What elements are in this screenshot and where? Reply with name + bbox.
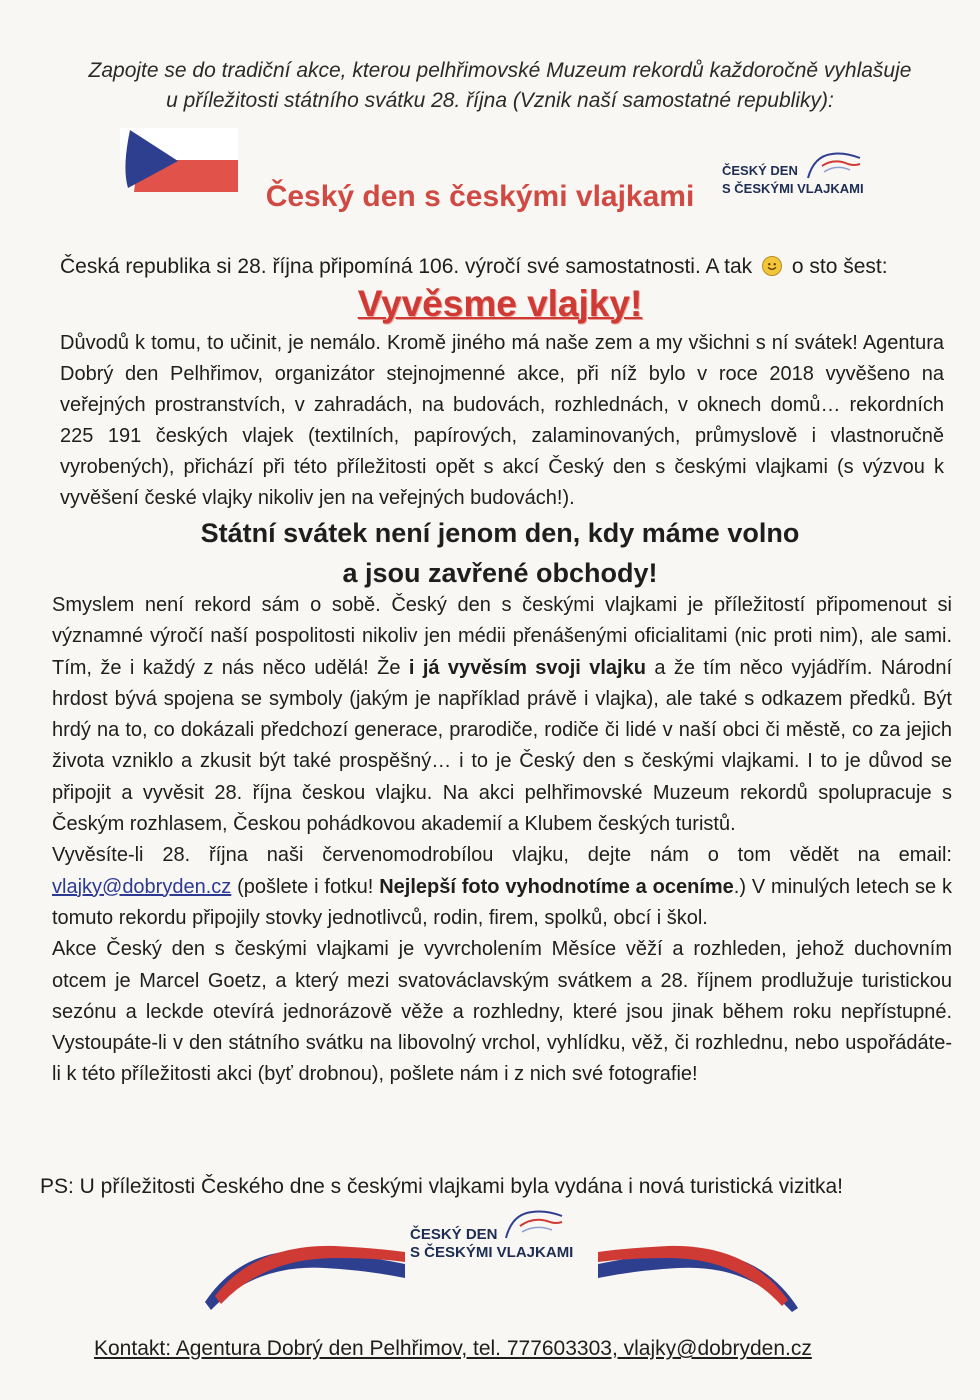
- contact-line: Kontakt: Agentura Dobrý den Pelhřimov, tel. 777603303, vlajky@dobryden.cz: [94, 1337, 812, 1360]
- event-logo-top: [722, 162, 892, 214]
- flag-ribbon-left-icon: [205, 1222, 405, 1312]
- anniversary-text: Česká republika si 28. října připomíná 106. výročí své samostatnosti. A tak: [60, 255, 753, 278]
- logo-line-1: ČESKÝ DEN: [722, 163, 798, 178]
- paragraph-1: Důvodů k tomu, to učinit, je nemálo. Kromě jiného má naše zem a my všichni s ní svátek! Agentura Dobrý den Pelhřimov, organizátor stejnojmenné akce, při níž bylo v roce 2018 vyvěšeno na veřejných prostranstvích, v zahradách, na budovách, rozhlednách, v oknech domů… rekordních 225 191 českých vlajek (textilních, papírových, zalaminovaných, průmyslově i vlastnoručně vyrobených), přichází při této příležitosti opět s akcí Český den s českými vlajkami (s výzvou k vyvěšení české vlajky nikoliv jen na veřejných budovách!).: [60, 332, 944, 509]
- paragraph-3-part-1: Vyvěsíte-li 28. října naši červenomodrobílou vlajku, dejte nám o tom vědět na email:: [52, 844, 952, 867]
- logo-line-2: S ČESKÝMI VLAJKAMI: [722, 181, 864, 196]
- paragraph-3-part-2: (pošlete i fotku!: [237, 875, 374, 898]
- intro-line-1: Zapojte se do tradiční akce, kterou pelhřimovské Muzeum rekordů každoročně vyhlašuje: [88, 59, 912, 82]
- flag-wave-icon: [804, 148, 864, 182]
- paragraph-3: [52, 840, 952, 934]
- paragraph-3-bold: Nejlepší foto vyhodnotíme a oceníme: [379, 875, 734, 898]
- czech-flag-icon: [120, 128, 238, 192]
- postscript: PS: U příležitosti Českého dne s českými vlajkami byla vydána i nová turistická vizitka!: [40, 1175, 843, 1198]
- anniversary-text-end: o sto šest:: [791, 255, 888, 278]
- paragraph-2-part-2: a že tím něco vyjádřím. Národní hrdost bývá spojena se symboly (jakým je například právě i vlajka), ale také s odkazem předků. Být hrdý na to, co dokázali předchozí generace, prarodiče, rodiče či lidé v naší obci či městě, co za jejich života vzniklo a zkusit být také prospěšný… i to je Český den s českými vlajkami. I to je důvod se připojit a vyvěsit 28. října českou vlajku. Na akci pelhřimovské Muzeum rekordů spolupracuje s Českým rozhlasem, Českou pohádkovou akademií a Klubem českých turistů.: [52, 656, 953, 836]
- paragraph-2: [52, 590, 952, 840]
- logo-bottom-line-2: S ČESKÝMI VLAJKAMI: [410, 1244, 574, 1261]
- email-link[interactable]: vlajky@dobryden.cz: [52, 875, 232, 898]
- flag-wave-icon-bottom: [502, 1206, 566, 1242]
- flag-ribbon-right-icon: [598, 1222, 798, 1312]
- headline: Vyvěsme vlajky!: [357, 283, 643, 324]
- subheading-line-1: Státní svátek není jenom den, kdy máme volno: [200, 518, 800, 548]
- paragraph-2-bold: i já vyvěsím svoji vlajku: [408, 656, 646, 679]
- body-text: [52, 590, 952, 1091]
- paragraph-3-part-3: .) V minulých letech se k tomuto rekordu připojily stovky jednotlivců, rodin, firem, spolků, obcí i škol.: [52, 875, 953, 929]
- paragraph-2-part-1: Smyslem není rekord sám o sobě. Český den s českými vlajkami je příležitostí připomenout si významné výročí naší pospolitosti nikoliv jen médii přenášenými oficialitami (nic proti nim), ale sami. Tím, že i každý z nás něco udělá! Že: [52, 594, 952, 679]
- paragraph-4: Akce Český den s českými vlajkami je vyvrcholením Měsíce věží a rozhleden, jehož duchovním otcem je Marcel Goetz, a který mezi svatováclavským svátkem a 28. říjnem prodlužuje turistickou sezónu a leckde otevírá jednorázově věže a rozhledny, které jsou jinak během roku nepřístupné. Vystoupáte-li v den státního svátku na libovolný vrchol, vyhlídku, věž, či rozhlednu, nebo uspořádáte-li k této příležitosti akci (byť drobnou), pošlete nám i z nich své fotografie!: [52, 938, 952, 1086]
- event-title: Český den s českými vlajkami: [265, 180, 695, 213]
- intro-line-2: u příležitosti státního svátku 28. října (Vznik naší samostatné republiky):: [166, 89, 834, 112]
- intro-text: [60, 56, 940, 116]
- event-logo-bottom: [410, 1226, 610, 1276]
- logo-bottom-line-1: ČESKÝ DEN: [410, 1226, 498, 1243]
- subheading: [120, 513, 880, 593]
- smiley-icon: [762, 256, 782, 276]
- anniversary-line: [60, 252, 940, 282]
- subheading-line-2: a jsou zavřené obchody!: [342, 558, 658, 588]
